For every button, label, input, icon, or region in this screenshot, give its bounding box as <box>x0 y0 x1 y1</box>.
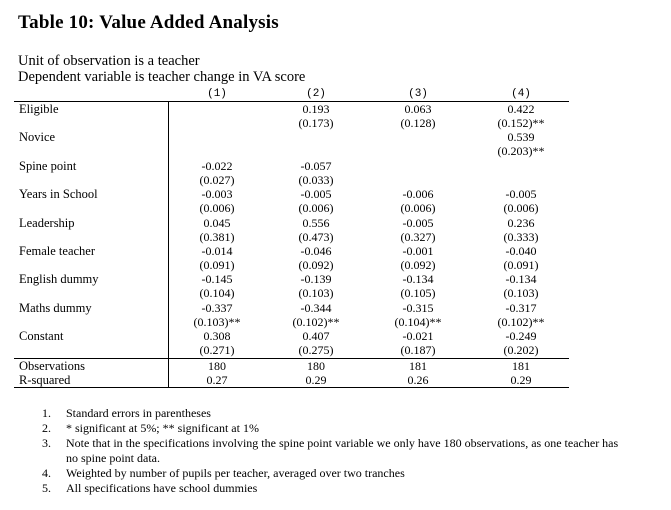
standard-error-cell: (0.092) <box>298 258 334 272</box>
coefficient-cell: -0.317 <box>505 301 537 315</box>
row-label: Female teacher <box>19 244 95 258</box>
standard-error-cell: (0.027) <box>199 173 235 187</box>
subtitle-observation-unit: Unit of observation is a teacher <box>18 53 200 69</box>
note-item <box>42 421 626 436</box>
row-label: Eligible <box>19 102 59 116</box>
stat-value-cell: 0.29 <box>305 373 327 387</box>
note-item <box>42 481 626 496</box>
coefficient-cell: -0.134 <box>402 272 434 286</box>
coefficient-cell: -0.040 <box>505 244 537 258</box>
coefficient-cell: -0.003 <box>201 187 233 201</box>
stat-value-cell: 0.29 <box>510 373 532 387</box>
standard-error-cell: (0.381) <box>199 230 235 244</box>
coefficient-cell: -0.249 <box>505 329 537 343</box>
standard-error-cell: (0.128) <box>400 116 436 130</box>
coefficient-cell: 0.063 <box>404 102 432 116</box>
coefficient-cell: -0.046 <box>300 244 332 258</box>
note-item <box>42 466 626 481</box>
standard-error-cell: (0.271) <box>199 343 235 357</box>
coefficient-cell: -0.005 <box>300 187 332 201</box>
note-number: 4. <box>42 466 51 480</box>
column-header-3: (3) <box>408 88 428 100</box>
coefficient-cell: 0.422 <box>507 102 535 116</box>
column-header-4: (4) <box>511 88 531 100</box>
stat-value-cell: 0.26 <box>407 373 429 387</box>
coefficient-cell: -0.344 <box>300 301 332 315</box>
standard-error-cell: (0.091) <box>199 258 235 272</box>
note-item <box>42 436 626 466</box>
column-header-2: (2) <box>306 88 326 100</box>
stat-value-cell: 181 <box>409 359 427 373</box>
standard-error-cell: (0.104)** <box>394 315 442 329</box>
standard-error-cell: (0.473) <box>298 230 334 244</box>
note-number: 1. <box>42 406 51 420</box>
coefficient-cell: -0.022 <box>201 159 233 173</box>
table-label-divider <box>168 101 169 387</box>
stat-label: Observations <box>19 359 85 373</box>
standard-error-cell: (0.203)** <box>497 144 545 158</box>
note-text: Weighted by number of pupils per teacher, averaged over two tranches <box>66 466 405 480</box>
standard-error-cell: (0.173) <box>298 116 334 130</box>
coefficient-cell: 0.045 <box>203 216 231 230</box>
standard-error-cell: (0.187) <box>400 343 436 357</box>
coefficient-cell: -0.139 <box>300 272 332 286</box>
standard-error-cell: (0.152)** <box>497 116 545 130</box>
row-label: English dummy <box>19 272 99 286</box>
column-header-1: (1) <box>207 88 227 100</box>
coefficient-cell: -0.014 <box>201 244 233 258</box>
row-label: Constant <box>19 329 64 343</box>
note-text: Standard errors in parentheses <box>66 406 211 420</box>
coefficient-cell: 0.236 <box>507 216 535 230</box>
coefficient-cell: 0.407 <box>302 329 330 343</box>
coefficient-cell: -0.001 <box>402 244 434 258</box>
note-text: All specifications have school dummies <box>66 481 258 495</box>
coefficient-cell: -0.057 <box>300 159 332 173</box>
standard-error-cell: (0.006) <box>503 201 539 215</box>
standard-error-cell: (0.103) <box>298 286 334 300</box>
subtitle-dependent-variable: Dependent variable is teacher change in VA score <box>18 69 306 85</box>
standard-error-cell: (0.006) <box>400 201 436 215</box>
note-item <box>42 406 626 421</box>
table-notes <box>42 406 626 496</box>
coefficient-cell: 0.193 <box>302 102 330 116</box>
row-label: Years in School <box>19 187 98 201</box>
row-label: Maths dummy <box>19 301 92 315</box>
coefficient-cell: -0.005 <box>505 187 537 201</box>
note-text: Note that in the specifications involving the spine point variable we only have 180 observations, as one teacher has no spine point data. <box>66 436 619 465</box>
standard-error-cell: (0.091) <box>503 258 539 272</box>
coefficient-cell: -0.145 <box>201 272 233 286</box>
row-label: Novice <box>19 130 56 144</box>
standard-error-cell: (0.333) <box>503 230 539 244</box>
coefficient-cell: 0.539 <box>507 130 535 144</box>
coefficient-cell: 0.308 <box>203 329 231 343</box>
standard-error-cell: (0.202) <box>503 343 539 357</box>
standard-error-cell: (0.104) <box>199 286 235 300</box>
coefficient-cell: -0.134 <box>505 272 537 286</box>
row-label: Spine point <box>19 159 77 173</box>
stat-value-cell: 0.27 <box>206 373 228 387</box>
coefficient-cell: -0.005 <box>402 216 434 230</box>
standard-error-cell: (0.092) <box>400 258 436 272</box>
standard-error-cell: (0.033) <box>298 173 334 187</box>
standard-error-cell: (0.103)** <box>193 315 241 329</box>
table-bottom-rule <box>14 387 569 388</box>
standard-error-cell: (0.102)** <box>497 315 545 329</box>
stat-value-cell: 181 <box>512 359 530 373</box>
note-text: * significant at 5%; ** significant at 1% <box>66 421 259 435</box>
standard-error-cell: (0.103) <box>503 286 539 300</box>
standard-error-cell: (0.275) <box>298 343 334 357</box>
coefficient-cell: 0.556 <box>302 216 330 230</box>
row-label: Leadership <box>19 216 75 230</box>
stat-label: R-squared <box>19 373 71 387</box>
stat-value-cell: 180 <box>208 359 226 373</box>
coefficient-cell: -0.315 <box>402 301 434 315</box>
standard-error-cell: (0.105) <box>400 286 436 300</box>
coefficient-cell: -0.337 <box>201 301 233 315</box>
note-number: 5. <box>42 481 51 495</box>
note-number: 2. <box>42 421 51 435</box>
standard-error-cell: (0.327) <box>400 230 436 244</box>
coefficient-cell: -0.006 <box>402 187 434 201</box>
note-number: 3. <box>42 436 51 450</box>
standard-error-cell: (0.102)** <box>292 315 340 329</box>
stat-value-cell: 180 <box>307 359 325 373</box>
standard-error-cell: (0.006) <box>199 201 235 215</box>
table-title: Table 10: Value Added Analysis <box>18 12 279 33</box>
standard-error-cell: (0.006) <box>298 201 334 215</box>
coefficient-cell: -0.021 <box>402 329 434 343</box>
